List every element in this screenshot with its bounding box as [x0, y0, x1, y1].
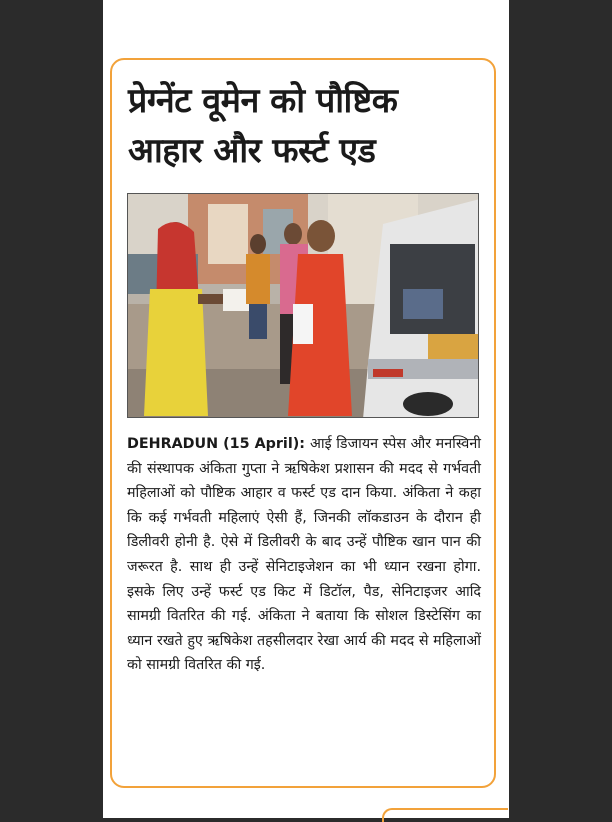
- news-photo: [127, 193, 479, 418]
- article-body: [127, 432, 481, 678]
- dateline: DEHRADUN (15 April):: [127, 436, 310, 452]
- headline-line-1: प्रेग्नेंट वूमेन को पौष्टिक: [128, 81, 398, 121]
- headline-line-2: आहार और फर्स्ट एड: [128, 131, 376, 171]
- headline: [128, 76, 478, 176]
- next-article-frame: [382, 808, 508, 822]
- article-text: आई डिजायन स्पेस और मनस्विनी की संस्थापक अंकिता गुप्ता ने ऋषिकेश प्रशासन की मदद से गर्भवती महिलाओं को पौष्टिक आहार व फर्स्ट एड दान किया. अंकिता ने कहा कि कई गर्भवती महिलाएं ऐसी हैं, जिनकी लॉकडाउन के दौरान ही डिलीवरी होनी है. ऐसे में डिलीवरी के बाद उन्हें पौष्टिक खान पान की जरूरत है. साथ ही उन्हें सेनिटाइजेशन का भी ध्यान रखना होगा. इसके लिए उन्हें फर्स्ट एड किट में डिटॉल, पैड, सेनिटाइजर आदि सामग्री वितरित की गई. अंकिता ने बताया कि सोशल डिस्टेसिंग का ध्यान रखते हुए ऋषिकेश तहसीलदार रेखा आर्य की मदद से महिलाओं को सामग्री वितरित की गई.: [127, 436, 481, 674]
